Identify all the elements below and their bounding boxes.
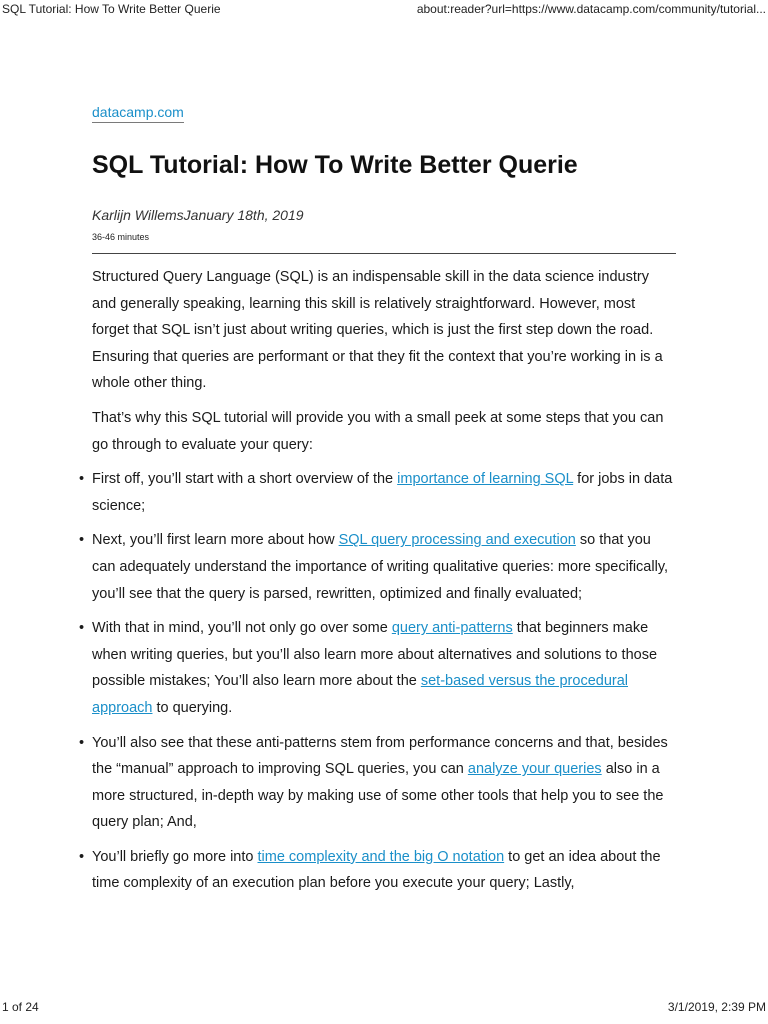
link-time-complexity-big-o[interactable]: time complexity and the big O notation (257, 848, 505, 865)
page-counter: 1 of 24 (2, 1000, 39, 1014)
bullet-icon: • (79, 848, 85, 865)
reader-article (79, 104, 676, 905)
article-byline: Karlijn WillemsJanuary 18th, 2019 (92, 207, 304, 223)
list-item-text: also in a more structured, in-depth way by making use of some other tools that help you to see the query plan; And, (92, 761, 664, 831)
overview-paragraph: That’s why this SQL tutorial will provide you with a small peek at some steps that you can go through to evaluate your query: (92, 409, 664, 453)
steps-list (79, 466, 676, 897)
link-query-processing-execution[interactable]: SQL query processing and execution (338, 532, 576, 549)
bullet-icon: • (79, 620, 85, 637)
intro-paragraph: Structured Query Language (SQL) is an indispensable skill in the data science industry and generally speaking, learning this skill is relatively straightforward. However, most forget that SQL isn’t just about writing queries, which is just the first step down the road. Ensuring that queries are performant or that they fit the context that you’re working in is a whole other thing. (92, 269, 663, 392)
list-item (79, 466, 676, 519)
list-item-text: You’ll also see that these anti-patterns stem from performance concerns and that, besides the “manual” approach to improving SQL queries, you can (92, 734, 668, 778)
print-header-url: about:reader?url=https://www.datacamp.com/community/tutorial... (416, 2, 766, 16)
print-header-title: SQL Tutorial: How To Write Better Querie (2, 2, 221, 16)
header-divider (92, 253, 676, 254)
list-item-text: for jobs in data science; (92, 471, 673, 514)
list-item-text: Next, you’ll first learn more about how (92, 532, 339, 549)
source-domain-link[interactable]: datacamp.com (92, 104, 184, 123)
print-footer (0, 1000, 768, 1018)
list-item (79, 527, 676, 607)
reading-time: 36-46 minutes (92, 232, 150, 242)
link-analyze-your-queries[interactable]: analyze your queries (467, 761, 602, 778)
list-item-text: to querying. (152, 699, 233, 716)
list-item (79, 730, 676, 836)
link-query-anti-patterns[interactable]: query anti-patterns (391, 620, 513, 637)
print-header (0, 2, 768, 20)
list-item (79, 615, 676, 721)
bullet-icon: • (79, 471, 85, 488)
list-item-text: that beginners make when writing queries, but you’ll also learn more about alternatives and solutions to those possible mistakes; You’ll also learn more about the (92, 620, 658, 690)
list-item-text: With that in mind, you’ll not only go over some (92, 620, 392, 637)
list-item (79, 844, 676, 897)
article-content (79, 264, 676, 897)
bullet-icon: • (79, 532, 85, 549)
link-set-based-vs-procedural[interactable]: set-based versus the procedural approach (92, 673, 629, 716)
list-item-text: First off, you’ll start with a short overview of the (92, 471, 398, 488)
print-datetime: 3/1/2019, 2:39 PM (667, 1000, 766, 1014)
list-item-text: so that you can adequately understand the importance of writing qualitative queries: more specifically, you’ll see that the query is parsed, rewritten, optimized and finally evaluated; (92, 532, 669, 602)
bullet-icon: • (79, 734, 85, 751)
list-item-text: You’ll briefly go more into (92, 848, 258, 865)
list-item-text: to get an idea about the time complexity of an execution plan before you execute your query; Lastly, (92, 848, 661, 892)
link-importance-of-learning-sql[interactable]: importance of learning SQL (397, 471, 574, 488)
article-title: SQL Tutorial: How To Write Better Querie (92, 151, 578, 179)
